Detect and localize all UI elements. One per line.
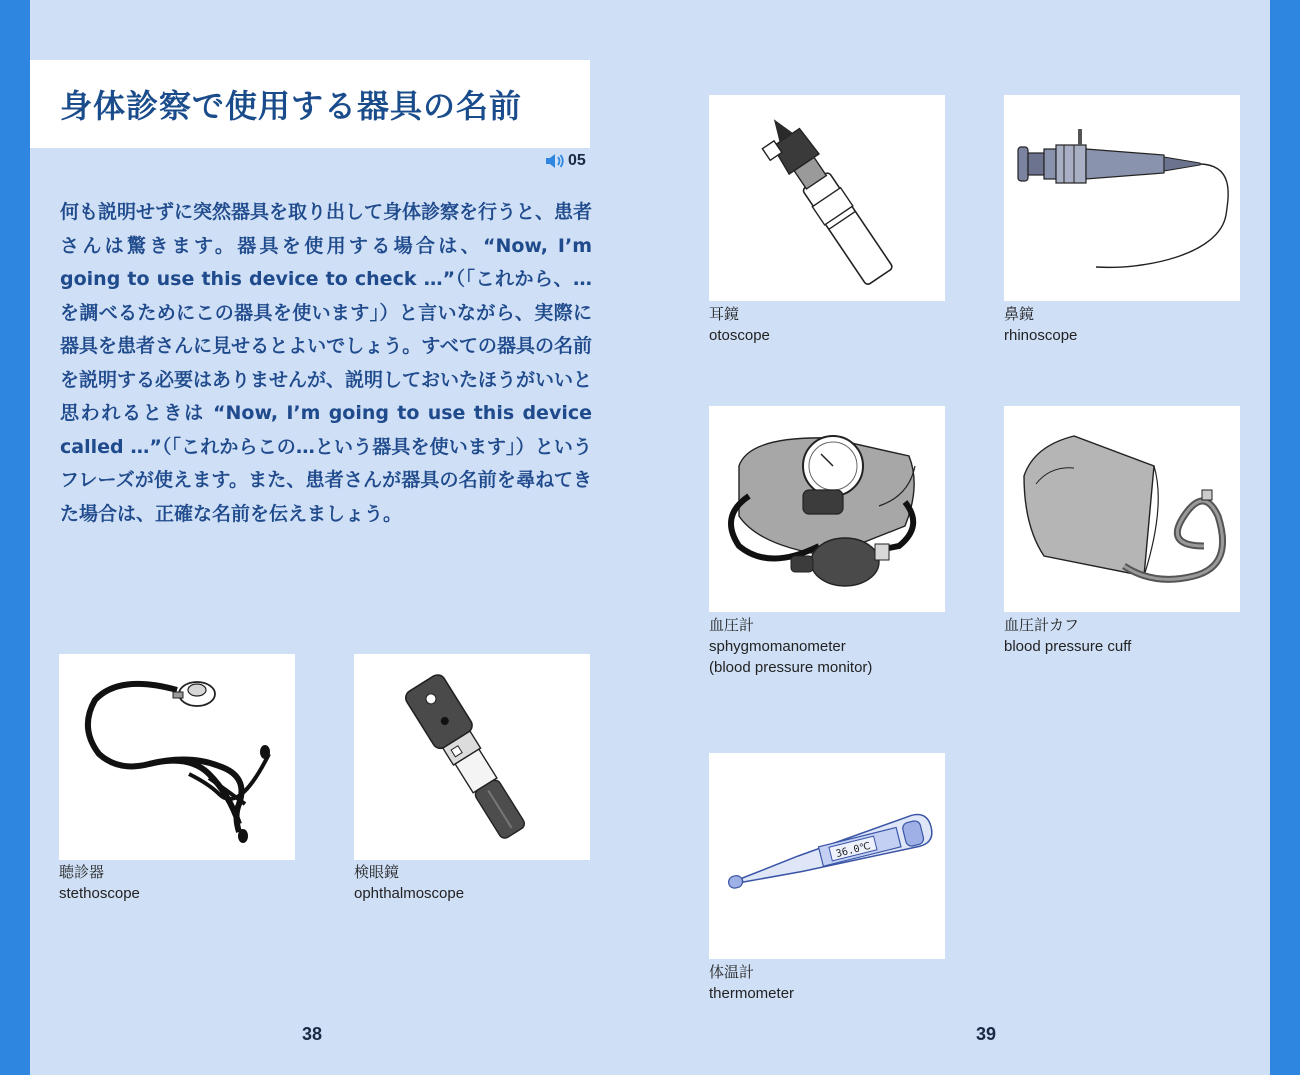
- otoscope-caption: [709, 304, 969, 346]
- thermometer-display: 36.0℃: [834, 840, 872, 861]
- thermometer-icon: [709, 753, 945, 959]
- rhinoscope-card: [1004, 95, 1240, 301]
- thermometer-caption: [709, 962, 969, 1004]
- stethoscope-card: [59, 654, 295, 860]
- stethoscope-label-en: stethoscope: [59, 885, 140, 902]
- otoscope-label-en: otoscope: [709, 327, 770, 344]
- stethoscope-icon: [59, 654, 295, 860]
- page-number-left: 38: [302, 1024, 323, 1044]
- sphygmomanometer-icon: [709, 406, 945, 612]
- left-edge-bar: [0, 0, 30, 1075]
- sphygmomanometer-label-en: sphygmomanometer: [709, 638, 846, 655]
- blood-pressure-cuff-icon: [1004, 406, 1240, 612]
- otoscope-label-ja: 耳鏡: [709, 306, 740, 323]
- sphygmomanometer-card: [709, 406, 945, 612]
- speaker-icon: [545, 152, 565, 170]
- ophthalmoscope-icon: [354, 654, 590, 860]
- rhinoscope-label-ja: 鼻鏡: [1004, 306, 1035, 323]
- right-edge-bar: [1270, 0, 1300, 1075]
- title-box: [30, 60, 590, 148]
- rhinoscope-label-en: rhinoscope: [1004, 327, 1078, 344]
- otoscope-icon: [709, 95, 945, 301]
- thermometer-label-ja: 体温計: [709, 964, 755, 981]
- sphygmomanometer-label-ja: 血圧計: [709, 617, 755, 634]
- ophthalmoscope-caption: [354, 862, 614, 904]
- rhinoscope-caption: [1004, 304, 1264, 346]
- page-number-right: 39: [976, 1024, 997, 1044]
- stethoscope-caption: [59, 862, 319, 904]
- blood-pressure-cuff-label-ja: 血圧計カフ: [1004, 617, 1080, 634]
- thermometer-card: [709, 753, 945, 959]
- sphygmomanometer-label-en-alt: (blood pressure monitor): [709, 659, 873, 676]
- audio-track[interactable]: [545, 152, 586, 170]
- audio-track-number: 05: [568, 152, 586, 169]
- body-text: 何も説明せずに突然器具を取り出して身体診察を行うと、患者さんは驚きます。器具を使用する場合は、“Now, I’m going to use this device to check …”（「これから、…を調べるためにこの器具を使います」）と言いながら、実際に器具を患者さんに見せるとよいでしょう。すべての器具の名前を説明する必要はありませんが、説明しておいたほうがいいと思われるときは “Now, I’m going to use this device called …”（「これからこの…という器具を使います」）というフレーズが使えます。また、患者さんが器具の名前を尋ねてきた場合は、正確な名前を伝えましょう。: [60, 201, 593, 525]
- page-title: 身体診察で使用する器具の名前: [60, 87, 523, 125]
- ophthalmoscope-card: [354, 654, 590, 860]
- sphygmomanometer-caption: [709, 615, 969, 678]
- otoscope-card: [709, 95, 945, 301]
- blood-pressure-cuff-card: [1004, 406, 1240, 612]
- stethoscope-label-ja: 聴診器: [59, 864, 105, 881]
- thermometer-label-en: thermometer: [709, 985, 795, 1002]
- rhinoscope-icon: [1004, 95, 1240, 301]
- blood-pressure-cuff-label-en: blood pressure cuff: [1004, 638, 1132, 655]
- ophthalmoscope-label-en: ophthalmoscope: [354, 885, 465, 902]
- ophthalmoscope-label-ja: 検眼鏡: [354, 864, 400, 881]
- blood-pressure-cuff-caption: [1004, 615, 1264, 657]
